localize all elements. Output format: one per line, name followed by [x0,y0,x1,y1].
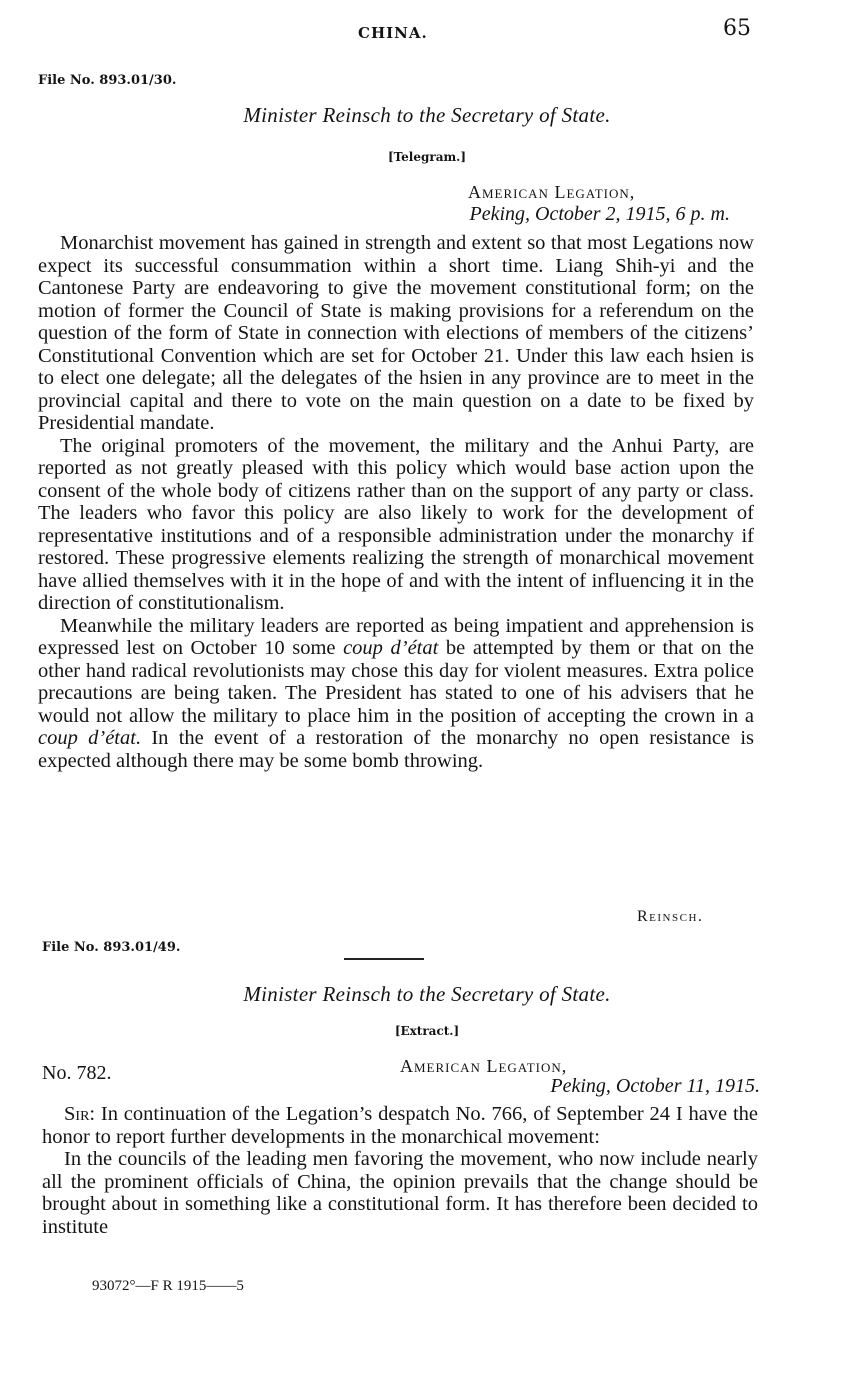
paragraph-text: In the event of a restoration of the monarchy no open resistance is expected although there may be some bomb throwing. [38,727,754,772]
extract-label: [Extract.] [394,1024,460,1038]
italic-phrase: coup d’état [343,637,439,659]
despatch-number: No. 782. [42,1062,112,1084]
legation-heading-2: American Legation, [400,1056,568,1076]
paragraph [38,615,754,773]
paragraph: Monarchist movement has gained in strength and extent so that most Legations now expect its successful consummation within a short time. Liang Shih-yi and the Cantonese Party are endeavoring to give the movement constitutional form; on the motion of former the Council of State is making provisions for a referendum on the question of the form of State in connection with elections of members of the citizens’ Constitutional Convention which are set for October 21. Under this law each hsien is to elect one delegate; all the delegates of the hsien in any province are to meet in the provincial capital and there to vote on the main question on a date to be fixed by Presidential mandate. [38,232,754,434]
legation-heading-1: American Legation, [468,182,636,202]
dateline-1: Peking, October 2, 1915, 6 p. m. [469,203,730,225]
paragraph [42,1103,758,1148]
paragraph-text: be attempted by them or that on the other hand radical revolutionists may chose this day for violent measures. Extra police precautions are being taken. The President has stated to one of his advisers that he would not allow the military to place him in the position of accepting the crown in a [38,637,754,727]
paragraph-text: : In continuation of the Legation’s despatch No. 766, of September 24 I have the honor to report further developments in the monarchical movement: [42,1103,758,1148]
file-number-2: File No. 893.01/49. [42,940,181,955]
salutation: Sir [64,1103,90,1125]
dateline-2: Peking, October 11, 1915. [550,1075,760,1097]
signature-reinsch: Reinsch. [637,908,704,925]
page-number: 65 [723,16,751,41]
telegram-body [38,232,754,772]
paragraph: In the councils of the leading men favoring the movement, who now include nearly all the prominent officials of China, the opinion prevails that the change should be brought about in something like a constitutional form. It has therefore been decided to institute [42,1148,758,1238]
section-divider [344,958,424,960]
paragraph: The original promoters of the movement, the military and the Anhui Party, are reported as not greatly pleased with this policy which would base action upon the consent of the whole body of citizens rather than on the support of any party or class. The leaders who favor this policy are also likely to work for the development of representative institutions and of a responsible administration under the monarchy if restored. These progressive elements realizing the strength of monarchical movement have allied themselves with it in the hope of and with the intent of influencing it in the direction of constitutionalism. [38,434,754,614]
document-title-2: Minister Reinsch to the Secretary of State. [243,982,611,1006]
running-head: CHINA. [358,24,428,42]
italic-phrase: coup d’état. [38,727,142,749]
despatch-body [42,1103,758,1238]
file-number-1: File No. 893.01/30. [38,73,177,88]
document-title-1: Minister Reinsch to the Secretary of State. [243,103,611,127]
paragraph-text: Meanwhile the military leaders are reported as being impatient and apprehension is expressed lest on October 10 some [38,614,754,659]
telegram-label: [Telegram.] [387,150,467,164]
printer-signature-line: 93072°—F R 1915——5 [92,1278,244,1294]
